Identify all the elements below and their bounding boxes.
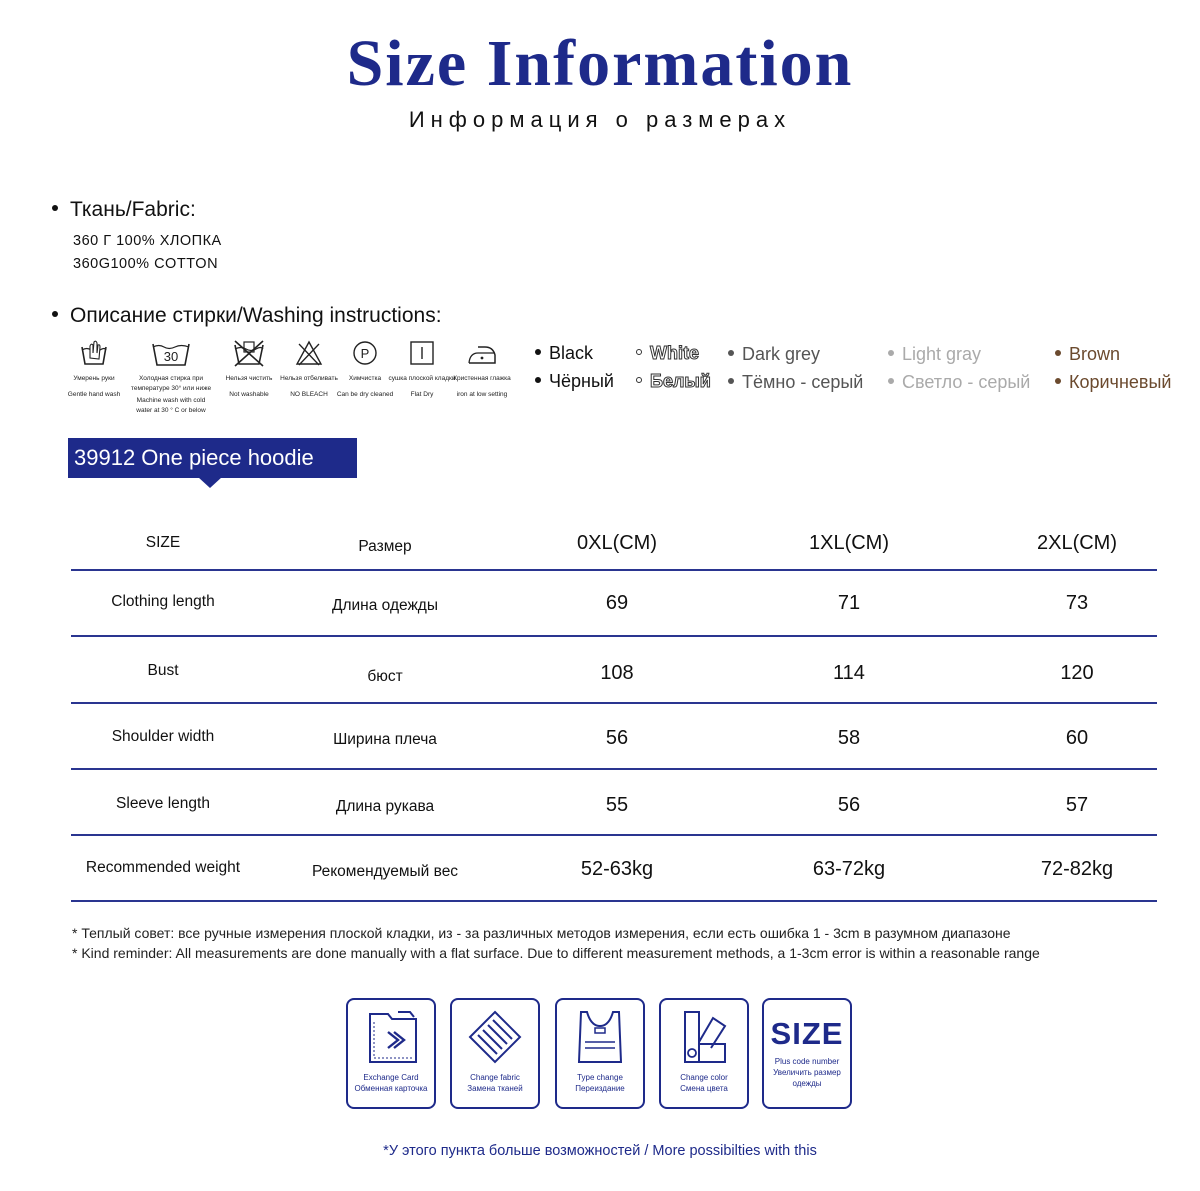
hand-wash-icon xyxy=(79,338,109,368)
color-label: Чёрный xyxy=(549,371,614,391)
color-label: Dark grey xyxy=(742,344,821,364)
value-2xl: 60 xyxy=(1065,727,1089,749)
service-label-ru: Увеличить размер одежды xyxy=(773,1068,841,1088)
wash-caption-en: NO BLEACH xyxy=(290,391,328,398)
color-label: Светло - серый xyxy=(902,372,1031,392)
table-divider xyxy=(71,900,1157,902)
color-dot xyxy=(535,377,541,383)
wash-item-30 xyxy=(131,338,211,416)
value-1xl: 71 xyxy=(837,592,861,614)
color-label: Тёмно - серый xyxy=(742,372,864,392)
wash-caption-ru: сушка плоской кладки xyxy=(388,375,456,382)
color-dot xyxy=(888,378,894,384)
row-label-ru: Длина рукава xyxy=(335,798,435,815)
bullet-dot xyxy=(52,205,58,211)
page-title: Size Information xyxy=(346,27,854,100)
service-type-change xyxy=(555,998,645,1109)
wash-caption-ru: Кристенная глажка xyxy=(453,375,511,382)
service-plus-size xyxy=(762,998,852,1109)
color-dot xyxy=(1055,350,1061,356)
washing-label: Описание стирки/Washing instructions: xyxy=(70,304,442,327)
size-icon: SIZE xyxy=(770,1016,844,1051)
value-1xl: 114 xyxy=(833,662,865,684)
note-ru: * Теплый совет: все ручные измерения плоской кладки, из - за различных методов измерения, если есть ошибка 1 - 3cm в разумном диапазоне xyxy=(72,925,1011,941)
service-label-en: Exchange Card xyxy=(363,1073,419,1082)
color-dark-grey-ru xyxy=(728,370,863,394)
dry-clean-letter: P xyxy=(360,346,370,361)
wash-caption-ru: Нельзя отбеливать xyxy=(280,375,338,382)
wash-caption-en: Flat Dry xyxy=(410,391,434,398)
color-dot xyxy=(728,350,734,356)
color-dot xyxy=(888,350,894,356)
color-light-gray-en xyxy=(888,342,981,366)
row-label-ru: Ширина плеча xyxy=(333,731,437,748)
row-label-en: Clothing length xyxy=(111,593,215,610)
wash-caption-en: Not washable xyxy=(229,391,269,398)
wash-caption-ru: Умерень руки xyxy=(73,375,115,382)
color-dot xyxy=(728,378,734,384)
flat-dry-icon xyxy=(407,338,437,368)
service-label-en: Type change xyxy=(577,1073,623,1082)
color-brown-ru xyxy=(1055,370,1171,394)
row-label-en: Shoulder width xyxy=(111,728,215,745)
header-0xl: 0XL(CM) xyxy=(576,532,657,554)
wash-item-hand-wash xyxy=(54,338,134,400)
value-1xl: 56 xyxy=(837,794,861,816)
change-color-icon xyxy=(671,1008,737,1066)
table-divider xyxy=(71,569,1157,571)
header-razmer: Размер xyxy=(358,538,412,555)
color-dot xyxy=(636,349,642,355)
table-divider xyxy=(71,768,1157,770)
color-dot xyxy=(636,377,642,383)
color-dark-grey-en xyxy=(728,342,820,366)
table-divider xyxy=(71,834,1157,836)
service-label-en: Plus code number xyxy=(774,1057,840,1066)
bullet-dot xyxy=(52,311,58,317)
service-label-en: Change color xyxy=(680,1073,728,1082)
table-divider xyxy=(71,702,1157,704)
row-label-en: Recommended weight xyxy=(85,859,241,876)
value-0xl: 108 xyxy=(600,662,634,684)
color-dot xyxy=(535,349,541,355)
wash-caption-ru: Нельзя чистить xyxy=(225,375,273,382)
wash-30-icon xyxy=(151,338,191,368)
color-brown-en xyxy=(1055,342,1120,366)
washing-heading xyxy=(52,303,442,329)
service-label-ru: Замена тканей xyxy=(467,1084,523,1093)
row-label-ru: бюст xyxy=(367,668,403,685)
color-label: Коричневый xyxy=(1069,372,1172,392)
no-wash-icon xyxy=(232,338,266,368)
note-en: * Kind reminder: All measurements are done manually with a flat surface. Due to different measurement methods, a 1-3cm error is within a reasonable range xyxy=(72,945,1040,961)
value-0xl: 69 xyxy=(605,592,629,614)
iron-low-icon xyxy=(465,338,499,368)
row-label-ru: Длина одежды xyxy=(331,597,438,614)
row-label-ru: Рекомендуемый вес xyxy=(311,863,459,880)
value-1xl: 58 xyxy=(837,727,861,749)
wash-caption-en: Machine wash with cold water at 30 ° C or below xyxy=(136,397,206,414)
wash-temp-text: 30 xyxy=(163,349,179,364)
wash-caption-en: iron at low setting xyxy=(456,391,508,398)
fabric-line-ru: 360 Г 100% ХЛОПКА xyxy=(73,233,222,249)
fabric-label: Ткань/Fabric: xyxy=(70,198,196,221)
header-1xl: 1XL(CM) xyxy=(808,532,889,554)
value-1xl: 63-72kg xyxy=(812,858,886,880)
service-label-ru: Обменная карточка xyxy=(354,1084,428,1093)
wash-item-iron xyxy=(442,338,522,400)
value-2xl: 57 xyxy=(1065,794,1089,816)
service-change-color xyxy=(659,998,749,1109)
no-bleach-icon xyxy=(294,338,324,368)
table-divider xyxy=(71,635,1157,637)
color-label: Brown xyxy=(1069,344,1121,364)
value-2xl: 120 xyxy=(1060,662,1094,684)
value-2xl: 72-82kg xyxy=(1040,858,1114,880)
value-2xl: 73 xyxy=(1065,592,1089,614)
service-change-fabric xyxy=(450,998,540,1109)
footer-note: *У этого пункта больше возможностей / More possibilties with this xyxy=(383,1143,817,1159)
service-exchange-card xyxy=(346,998,436,1109)
exchange-card-icon xyxy=(358,1008,424,1066)
page-subtitle: Информация о размерах xyxy=(408,107,792,132)
type-change-icon xyxy=(567,1008,633,1066)
service-label-en: Change fabric xyxy=(470,1073,520,1082)
color-dot xyxy=(1055,378,1061,384)
color-black-ru xyxy=(535,369,614,393)
header-size: SIZE xyxy=(145,534,181,551)
value-0xl: 52-63kg xyxy=(580,858,654,880)
product-label: 39912 One piece hoodie xyxy=(68,438,357,478)
row-label-en: Sleeve length xyxy=(116,795,210,812)
color-white-en xyxy=(636,341,699,365)
color-white-ru xyxy=(636,369,711,393)
dry-clean-icon xyxy=(350,338,380,368)
wash-caption-ru: Химчистка xyxy=(348,375,382,382)
header-2xl: 2XL(CM) xyxy=(1036,532,1117,554)
service-label-ru: Смена цвета xyxy=(680,1084,728,1093)
wash-caption-en: Gentle hand wash xyxy=(67,391,121,398)
color-label: Light gray xyxy=(902,344,982,364)
value-0xl: 56 xyxy=(605,727,629,749)
color-label: Black xyxy=(549,343,594,363)
wash-caption-ru: Холодная стирка при температуре 30° или ниже xyxy=(130,375,212,392)
fabric-line-en: 360G100% COTTON xyxy=(73,256,219,272)
color-label: Белый xyxy=(650,371,711,391)
fabric-heading xyxy=(52,197,196,223)
service-label-ru: Переиздание xyxy=(575,1084,625,1093)
product-label-pointer xyxy=(198,477,222,488)
color-black-en xyxy=(535,341,593,365)
row-label-en: Bust xyxy=(147,662,179,679)
value-0xl: 55 xyxy=(605,794,629,816)
change-fabric-icon xyxy=(462,1008,528,1066)
color-light-gray-ru xyxy=(888,370,1030,394)
color-label: White xyxy=(650,343,699,363)
wash-caption-en: Can be dry cleaned xyxy=(336,391,394,398)
